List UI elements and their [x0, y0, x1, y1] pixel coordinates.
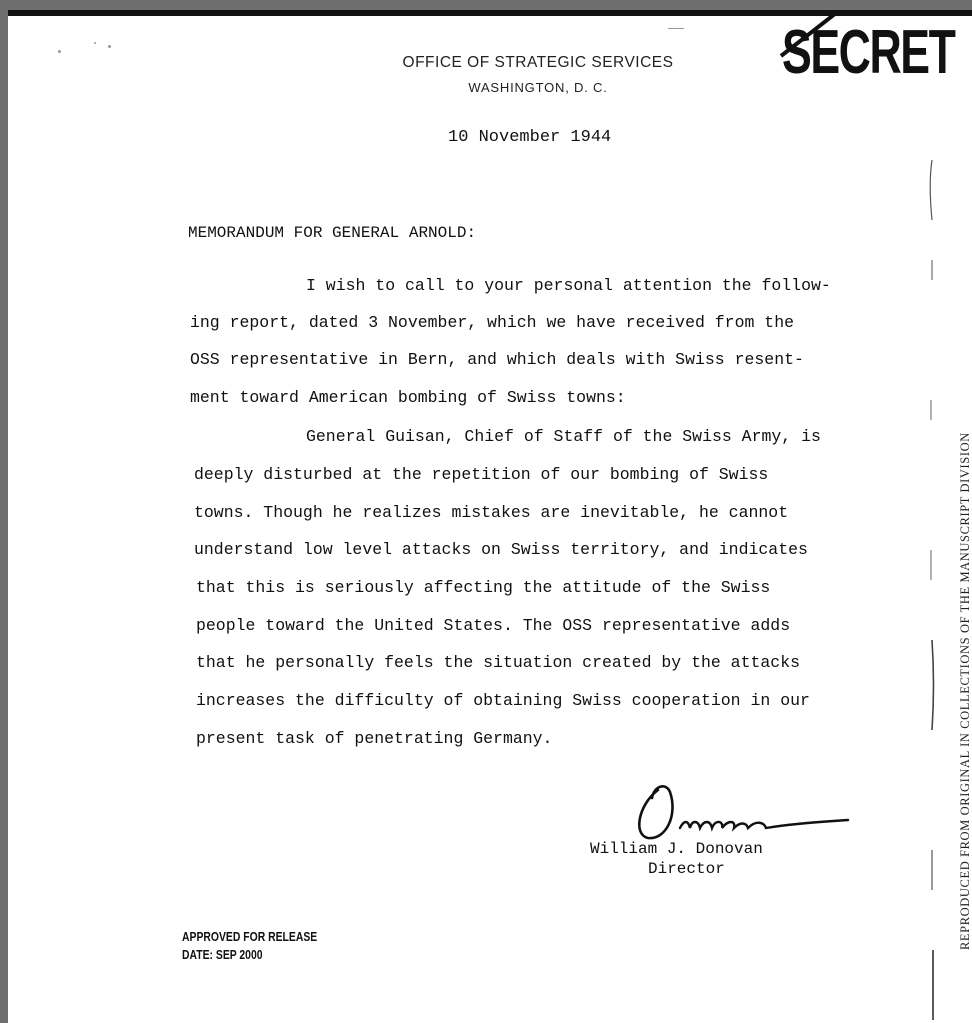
- memo-line: towns. Though he realizes mistakes are inevitable, he cannot: [194, 503, 789, 522]
- page-top-border: [8, 10, 972, 16]
- scan-speck: [94, 42, 96, 44]
- memo-line: deeply disturbed at the repetition of our bombing of Swiss: [194, 465, 769, 484]
- memo-salutation: MEMORANDUM FOR GENERAL ARNOLD:: [188, 224, 477, 242]
- scan-speck: [58, 50, 61, 53]
- memo-line: General Guisan, Chief of Staff of the Swiss Army, is: [306, 427, 821, 446]
- classification-stamp: SECRET: [782, 18, 955, 87]
- memo-line: present task of penetrating Germany.: [196, 729, 553, 748]
- memo-line: that he personally feels the situation created by the attacks: [196, 653, 800, 672]
- scan-speck: [668, 28, 684, 29]
- signatory-title: Director: [648, 860, 725, 878]
- scan-edge-marks: [926, 150, 946, 1020]
- reproduction-notice: REPRODUCED FROM ORIGINAL IN COLLECTIONS OF THE MANUSCRIPT DIVISION: [958, 432, 972, 950]
- release-line: APPROVED FOR RELEASE: [182, 929, 318, 944]
- memo-line: increases the difficulty of obtaining Swiss cooperation in our: [196, 691, 810, 710]
- memo-line: OSS representative in Bern, and which deals with Swiss resent-: [190, 350, 804, 369]
- release-stamp: [182, 928, 317, 964]
- memo-line: that this is seriously affecting the attitude of the Swiss: [196, 578, 771, 597]
- document-page: [8, 10, 972, 1023]
- memo-date: 10 November 1944: [448, 128, 612, 147]
- scan-speck: [108, 45, 111, 48]
- memo-line: ing report, dated 3 November, which we have received from the: [190, 313, 794, 332]
- release-date: DATE: SEP 2000: [182, 947, 263, 962]
- signatory-name: William J. Donovan: [590, 840, 763, 858]
- memo-line: I wish to call to your personal attention the follow-: [306, 276, 831, 295]
- memo-line: ment toward American bombing of Swiss towns:: [190, 388, 626, 407]
- agency-location: WASHINGTON, D. C.: [468, 80, 608, 95]
- memo-line: understand low level attacks on Swiss territory, and indicates: [194, 540, 808, 559]
- memo-line: people toward the United States. The OSS representative adds: [196, 616, 791, 635]
- agency-heading: OFFICE OF STRATEGIC SERVICES: [402, 54, 674, 71]
